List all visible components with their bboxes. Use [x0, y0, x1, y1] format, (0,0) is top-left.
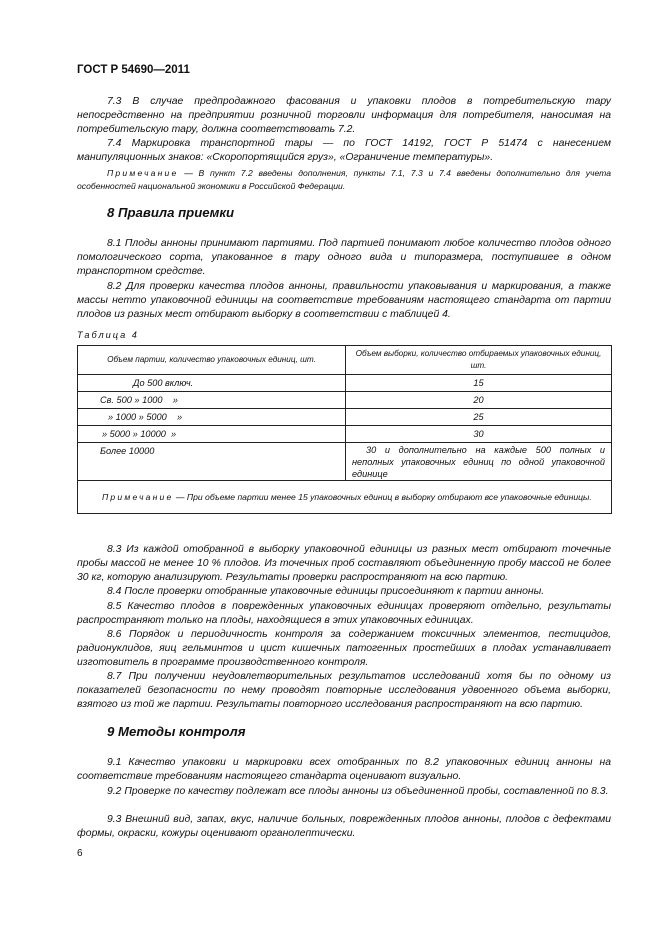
lot-cell: Св. 500 » 1000 » [78, 392, 346, 409]
standard-header: ГОСТ Р 54690—2011 [77, 64, 190, 76]
table-row [78, 426, 612, 443]
paragraph-7-4: 7.4 Маркировка транспортной тары — по ГОСТ 14192, ГОСТ Р 51474 с нанесением манипуляционных знаков: «Скоропортящийся груз», «Ограничение температуры». [77, 138, 611, 164]
table-row [78, 409, 612, 426]
sample-cell: 30 [346, 426, 612, 443]
col-header-sample: Объем выборки, количество отбираемых упаковочных единиц, шт. [346, 346, 612, 375]
lot-cell: » 1000 » 5000 » [78, 409, 346, 426]
table-note-row [78, 481, 612, 514]
section-8-heading: 8 Правила приемки [107, 205, 235, 220]
paragraph-9-1: 9.1 Качество упаковки и маркировки всех отобранных по 8.2 упаковочных единиц анноны на соответствие требованиям настоящего стандарта оценивают визуально. [77, 757, 611, 783]
table-row [78, 375, 612, 392]
table-row [78, 443, 612, 481]
sample-cell: 25 [346, 409, 612, 426]
paragraph-8-4: 8.4 После проверки отобранные упаковочные единицы присоединяют к партии анноны. [107, 586, 545, 597]
paragraph-9-3: 9.3 Внешний вид, запах, вкус, наличие больных, поврежденных плодов анноны, плодов с дефектами формы, окраски, кожуры оценивают органолептически. [77, 814, 611, 840]
table-header-row [78, 346, 612, 375]
lot-cell: До 500 включ. [78, 375, 346, 392]
lot-cell: » 5000 » 10000 » [78, 426, 346, 443]
note-text: — При объеме партии менее 15 упаковочных единиц в выборку отбирают все упаковочные единицы. [175, 491, 592, 502]
sample-cell: 20 [346, 392, 612, 409]
note-label: Примечание [102, 491, 174, 502]
paragraph-8-2: 8.2 Для проверки качества плодов анноны, правильности упаковывания и маркирования, а также массы нетто упаковочной единицы на соответствие требованиям настоящего стандарта от партии плодов из разных мест отбирают выборку в соответствии с таблицей 4. [77, 281, 611, 321]
col-header-lot: Объем партии, количество упаковочных единиц, шт. [78, 346, 346, 375]
sample-cell: 30 и дополнительно на каждые 500 полных и неполных упаковочных единиц по одной упаковочной единице [346, 443, 612, 481]
table-4-caption: Таблица 4 [77, 330, 139, 340]
sample-cell: 15 [346, 375, 612, 392]
paragraph-7-3: 7.3 В случае предпродажного фасования и упаковки плодов в потребительскую тару непосредственно на предприятии розничной торговли информация для потребителя, наносимая на потребительскую тару, должна соответствовать 7.2. [77, 96, 611, 136]
table-note [78, 481, 612, 514]
paragraph-8-5: 8.5 Качество плодов в поврежденных упаковочных единицах проверяют отдельно, результаты распространяют только на плоды, находящиеся в этих упаковочных единицах. [77, 601, 611, 627]
paragraph-8-3: 8.3 Из каждой отобранной в выборку упаковочной единицы из разных мест отбирают точечные пробы массой не менее 10 % плодов. Из точечных проб составляют объединенную пробу массой не более 30 кг, которую анализируют. Результаты проверки распространяют на всю партию. [77, 544, 611, 584]
page-number: 6 [77, 848, 83, 859]
paragraph-9-2: 9.2 Проверке по качеству подлежат все плоды анноны из объединенной пробы, составленной по 8.3. [107, 786, 609, 797]
section-9-heading: 9 Методы контроля [107, 724, 246, 739]
table-4 [77, 345, 612, 514]
note-label: Примечание [107, 168, 179, 178]
paragraph-8-6: 8.6 Порядок и периодичность контроля за содержанием токсичных элементов, пестицидов, радионуклидов, яиц гельминтов и цист кишечных патогенных простейших в плодах устанавливает изготовитель в программе производственного контроля. [77, 629, 611, 669]
paragraph-8-1: 8.1 Плоды анноны принимают партиями. Под партией понимают любое количество плодов одного помологического сорта, упакованное в тару одного вида и типоразмера, поступившее в одном транспортном средстве. [77, 238, 611, 278]
note-section-7 [77, 167, 611, 192]
paragraph-8-7: 8.7 При получении неудовлетворительных результатов исследований хотя бы по одному из показателей безопасности по нему проводят повторные исследования удвоенного объема выборки, взятого из той же партии. Результаты повторного исследования распространяют на всю партию. [77, 671, 611, 711]
lot-cell: Более 10000 [78, 443, 346, 481]
table-row [78, 392, 612, 409]
note-text: — В пункт 7.2 введены дополнения, пункты 7.1, 7.3 и 7.4 введены дополнительно для учета особенностей национальной экономики в Российской Федерации. [77, 168, 612, 191]
